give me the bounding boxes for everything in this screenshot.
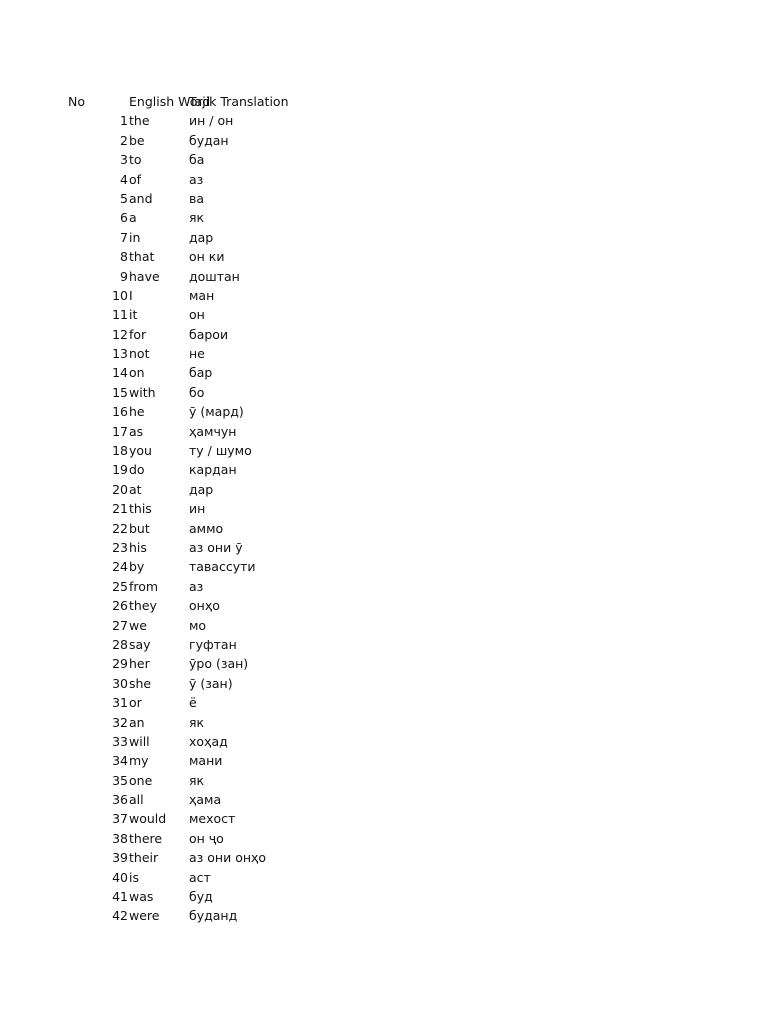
table-row: [0, 344, 768, 363]
tajik-translation: бар: [189, 365, 213, 381]
tajik-translation: аз: [189, 171, 204, 187]
header-no: No: [68, 94, 85, 109]
row-number: 40: [112, 869, 128, 885]
english-word: the: [129, 113, 150, 129]
tajik-translation: ҳама: [189, 792, 222, 808]
table-row: [0, 868, 768, 887]
row-number: 19: [112, 462, 128, 478]
row-number: 7: [120, 229, 128, 245]
table-row: [0, 305, 768, 324]
table-row: [0, 654, 768, 673]
tajik-translation: он ки: [189, 249, 225, 265]
table-row: [0, 189, 768, 208]
english-word: you: [129, 443, 152, 459]
row-number: 5: [120, 190, 128, 206]
english-word: on: [129, 365, 145, 381]
table-row: [0, 887, 768, 906]
row-number: 39: [112, 850, 128, 866]
row-number: 17: [112, 423, 128, 439]
tajik-translation: ин / он: [189, 113, 234, 129]
english-word: it: [129, 307, 138, 323]
row-number: 30: [112, 675, 128, 691]
row-number: 34: [112, 753, 128, 769]
english-word: would: [129, 811, 167, 827]
tajik-translation: ҳамчун: [189, 423, 237, 439]
table-row: [0, 228, 768, 247]
word-list: [0, 111, 768, 925]
tajik-translation: аст: [189, 869, 211, 885]
row-number: 26: [112, 598, 128, 614]
tajik-translation: ва: [189, 190, 205, 206]
tajik-translation: як: [189, 772, 205, 788]
table-row: [0, 170, 768, 189]
row-number: 20: [112, 481, 128, 497]
english-word: have: [129, 268, 160, 284]
english-word: at: [129, 481, 142, 497]
table-row: [0, 422, 768, 441]
tajik-translation: онҳо: [189, 598, 220, 614]
english-word: from: [129, 578, 159, 594]
tajik-translation: аз они онҳо: [189, 850, 267, 866]
row-number: 28: [112, 636, 128, 652]
tajik-translation: аз: [189, 578, 204, 594]
table-row: [0, 480, 768, 499]
english-word: they: [129, 598, 157, 614]
table-row: [0, 596, 768, 615]
row-number: 25: [112, 578, 128, 594]
english-word: were: [129, 908, 160, 924]
vocabulary-sheet: [0, 92, 768, 926]
table-row: [0, 363, 768, 382]
tajik-translation: мани: [189, 753, 223, 769]
tajik-translation: он: [189, 307, 205, 323]
row-number: 37: [112, 811, 128, 827]
english-word: as: [129, 423, 144, 439]
tajik-translation: аз они ӯ: [189, 539, 243, 555]
table-row: [0, 732, 768, 751]
row-number: 29: [112, 656, 128, 672]
row-number: 42: [112, 908, 128, 924]
row-number: 2: [120, 132, 128, 148]
row-number: 8: [120, 249, 128, 265]
row-number: 21: [112, 501, 128, 517]
table-row: [0, 829, 768, 848]
english-word: with: [129, 384, 156, 400]
tajik-translation: ман: [189, 287, 215, 303]
english-word: be: [129, 132, 145, 148]
row-number: 27: [112, 617, 128, 633]
table-row: [0, 577, 768, 596]
table-row: [0, 848, 768, 867]
tajik-translation: ӯро (зан): [189, 656, 249, 672]
english-word: by: [129, 559, 145, 575]
row-number: 12: [112, 326, 128, 342]
row-number: 23: [112, 539, 128, 555]
english-word: say: [129, 636, 151, 652]
english-word: this: [129, 501, 152, 517]
header-tajik-translation: Tajik Translation: [189, 94, 289, 109]
english-word: he: [129, 404, 145, 420]
row-number: 33: [112, 733, 128, 749]
table-row: [0, 111, 768, 130]
header-english-word: English Word: [129, 94, 211, 109]
english-word: his: [129, 539, 147, 555]
row-number: 9: [120, 268, 128, 284]
row-number: 31: [112, 695, 128, 711]
row-number: 11: [112, 307, 128, 323]
row-number: 1: [120, 113, 128, 129]
english-word: one: [129, 772, 153, 788]
row-number: 38: [112, 830, 128, 846]
tajik-translation: гуфтан: [189, 636, 237, 652]
tajik-translation: аммо: [189, 520, 224, 536]
table-row: [0, 402, 768, 421]
tajik-translation: хоҳад: [189, 733, 228, 749]
tajik-translation: бо: [189, 384, 205, 400]
tajik-translation: доштан: [189, 268, 240, 284]
table-row: [0, 809, 768, 828]
english-word: I: [129, 287, 133, 303]
tajik-translation: буд: [189, 889, 213, 905]
table-row: [0, 790, 768, 809]
tajik-translation: як: [189, 714, 205, 730]
row-number: 10: [112, 287, 128, 303]
table-row: [0, 499, 768, 518]
row-number: 18: [112, 443, 128, 459]
table-row: [0, 441, 768, 460]
table-row: [0, 557, 768, 576]
english-word: is: [129, 869, 139, 885]
table-row: [0, 325, 768, 344]
table-row: [0, 286, 768, 305]
tajik-translation: он ҷо: [189, 830, 224, 846]
english-word: was: [129, 889, 154, 905]
english-word: that: [129, 249, 155, 265]
table-row: [0, 616, 768, 635]
english-word: not: [129, 346, 150, 362]
table-row: [0, 538, 768, 557]
english-word: in: [129, 229, 141, 245]
tajik-translation: барои: [189, 326, 229, 342]
row-number: 35: [112, 772, 128, 788]
english-word: for: [129, 326, 147, 342]
english-word: all: [129, 792, 144, 808]
table-row: [0, 460, 768, 479]
tajik-translation: дар: [189, 481, 214, 497]
row-number: 24: [112, 559, 128, 575]
row-number: 15: [112, 384, 128, 400]
tajik-translation: ту / шумо: [189, 443, 252, 459]
tajik-translation: ӯ (зан): [189, 675, 233, 691]
table-row: [0, 131, 768, 150]
row-number: 3: [120, 152, 128, 168]
row-number: 32: [112, 714, 128, 730]
row-number: 41: [112, 889, 128, 905]
english-word: or: [129, 695, 142, 711]
tajik-translation: дар: [189, 229, 214, 245]
table-row: [0, 713, 768, 732]
row-number: 13: [112, 346, 128, 362]
table-row: [0, 208, 768, 227]
row-number: 6: [120, 210, 128, 226]
table-row: [0, 267, 768, 286]
english-word: will: [129, 733, 150, 749]
table-row: [0, 906, 768, 925]
row-number: 4: [120, 171, 128, 187]
tajik-translation: мехост: [189, 811, 236, 827]
english-word: her: [129, 656, 150, 672]
english-word: there: [129, 830, 163, 846]
english-word: to: [129, 152, 142, 168]
english-word: she: [129, 675, 152, 691]
table-row: [0, 519, 768, 538]
english-word: and: [129, 190, 153, 206]
header-row: [0, 92, 768, 111]
table-row: [0, 150, 768, 169]
english-word: do: [129, 462, 145, 478]
tajik-translation: кардан: [189, 462, 237, 478]
tajik-translation: не: [189, 346, 205, 362]
tajik-translation: ё: [189, 695, 197, 711]
tajik-translation: ин: [189, 501, 206, 517]
tajik-translation: мо: [189, 617, 207, 633]
tajik-translation: ба: [189, 152, 205, 168]
english-word: a: [129, 210, 137, 226]
row-number: 14: [112, 365, 128, 381]
row-number: 36: [112, 792, 128, 808]
table-row: [0, 247, 768, 266]
table-row: [0, 751, 768, 770]
english-word: their: [129, 850, 159, 866]
row-number: 16: [112, 404, 128, 420]
tajik-translation: тавассути: [189, 559, 256, 575]
table-row: [0, 383, 768, 402]
table-row: [0, 674, 768, 693]
table-row: [0, 771, 768, 790]
tajik-translation: як: [189, 210, 205, 226]
row-number: 22: [112, 520, 128, 536]
english-word: an: [129, 714, 145, 730]
table-row: [0, 693, 768, 712]
tajik-translation: будан: [189, 132, 229, 148]
table-row: [0, 635, 768, 654]
english-word: my: [129, 753, 149, 769]
english-word: we: [129, 617, 147, 633]
tajik-translation: буданд: [189, 908, 238, 924]
english-word: of: [129, 171, 142, 187]
english-word: but: [129, 520, 150, 536]
tajik-translation: ӯ (мард): [189, 404, 244, 420]
